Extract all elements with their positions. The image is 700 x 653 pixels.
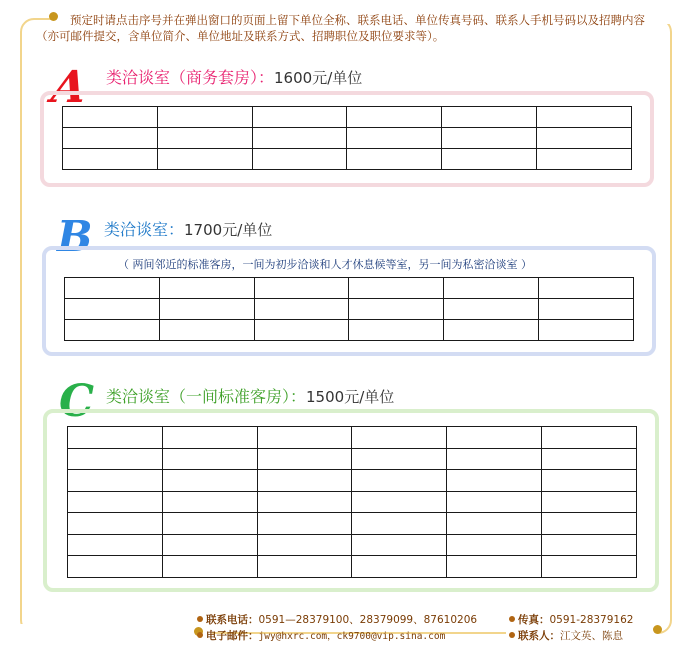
table-cell[interactable] xyxy=(162,491,257,513)
table-cell[interactable] xyxy=(254,320,349,341)
table-cell[interactable] xyxy=(539,320,634,341)
table-row xyxy=(63,107,632,128)
table-cell[interactable] xyxy=(447,448,542,470)
table-cell[interactable] xyxy=(68,534,163,556)
table-cell[interactable] xyxy=(447,513,542,535)
table-cell[interactable] xyxy=(347,128,442,149)
table-cell[interactable] xyxy=(157,107,252,128)
table-cell[interactable] xyxy=(257,448,352,470)
section-b-title xyxy=(104,217,272,240)
table-cell[interactable] xyxy=(257,427,352,449)
table-cell[interactable] xyxy=(537,128,632,149)
booking-notice xyxy=(36,12,648,44)
table-cell[interactable] xyxy=(254,278,349,299)
table-cell[interactable] xyxy=(68,470,163,492)
table-cell[interactable] xyxy=(542,448,637,470)
table-cell[interactable] xyxy=(442,128,537,149)
table-cell[interactable] xyxy=(447,556,542,578)
table-cell[interactable] xyxy=(447,427,542,449)
section-c-booking-table xyxy=(67,426,637,578)
table-cell[interactable] xyxy=(162,513,257,535)
table-cell[interactable] xyxy=(162,427,257,449)
bullet-icon xyxy=(197,616,203,622)
frame-corner-dot-bottom-right xyxy=(653,625,662,634)
table-cell[interactable] xyxy=(352,556,447,578)
table-row xyxy=(68,556,637,578)
table-cell[interactable] xyxy=(257,513,352,535)
notice-text: 预定时请点击序号并在弹出窗口的页面上留下单位全称、联系电话、单位传真号码、联系人手机号码以及招聘内容（亦可邮件提交，含单位简介、单位地址及联系方式、招聘职位及职位要求等）。 xyxy=(36,13,645,43)
table-cell[interactable] xyxy=(162,470,257,492)
table-cell[interactable] xyxy=(542,427,637,449)
table-cell[interactable] xyxy=(349,299,444,320)
bullet-icon xyxy=(509,616,515,622)
bullet-icon xyxy=(509,632,515,638)
table-cell[interactable] xyxy=(352,491,447,513)
section-a-letter-logo: A xyxy=(48,62,90,113)
table-row xyxy=(65,320,634,341)
section-b-booking-table xyxy=(64,277,634,341)
table-cell[interactable] xyxy=(539,299,634,320)
section-a-price: 1600元/单位 xyxy=(274,69,363,87)
table-row xyxy=(68,470,637,492)
table-cell[interactable] xyxy=(352,427,447,449)
table-cell[interactable] xyxy=(68,556,163,578)
table-row xyxy=(68,427,637,449)
footer-contact: 联系人：江文英、陈息 xyxy=(509,628,623,643)
table-cell[interactable] xyxy=(65,278,160,299)
table-cell[interactable] xyxy=(65,320,160,341)
section-b-description: （ 两间邻近的标准客房，一间为初步洽谈和人才休息候等室，另一间为私密洽谈室 ） xyxy=(118,258,532,271)
table-cell[interactable] xyxy=(542,470,637,492)
table-cell[interactable] xyxy=(542,534,637,556)
table-cell[interactable] xyxy=(162,448,257,470)
table-cell[interactable] xyxy=(157,128,252,149)
table-cell[interactable] xyxy=(162,556,257,578)
table-row xyxy=(63,149,632,170)
section-a-label: 类洽谈室（商务套房）： xyxy=(106,68,275,87)
table-cell[interactable] xyxy=(63,128,158,149)
section-c-title xyxy=(106,384,394,407)
table-cell[interactable] xyxy=(444,299,539,320)
section-c-label: 类洽谈室（一间标准客房）： xyxy=(106,387,307,406)
table-cell[interactable] xyxy=(252,149,347,170)
table-cell[interactable] xyxy=(352,534,447,556)
table-cell[interactable] xyxy=(352,448,447,470)
section-a-booking-table xyxy=(62,106,632,170)
section-b-letter-logo: B xyxy=(57,212,93,261)
table-cell[interactable] xyxy=(352,513,447,535)
table-cell[interactable] xyxy=(157,149,252,170)
table-cell[interactable] xyxy=(537,149,632,170)
table-cell[interactable] xyxy=(539,278,634,299)
section-c-price: 1500元/单位 xyxy=(306,388,395,406)
section-b-label: 类洽谈室： xyxy=(104,220,185,239)
table-cell[interactable] xyxy=(447,491,542,513)
table-cell[interactable] xyxy=(444,278,539,299)
table-cell[interactable] xyxy=(347,107,442,128)
section-b-price: 1700元/单位 xyxy=(184,221,273,239)
table-cell[interactable] xyxy=(447,534,542,556)
table-row xyxy=(68,534,637,556)
table-cell[interactable] xyxy=(68,513,163,535)
section-c-letter-logo: C xyxy=(59,376,95,427)
table-cell[interactable] xyxy=(68,491,163,513)
table-cell[interactable] xyxy=(447,470,542,492)
table-row xyxy=(68,491,637,513)
table-cell[interactable] xyxy=(63,149,158,170)
table-row xyxy=(63,128,632,149)
table-cell[interactable] xyxy=(537,107,632,128)
table-cell[interactable] xyxy=(252,107,347,128)
table-cell[interactable] xyxy=(68,427,163,449)
table-cell[interactable] xyxy=(257,556,352,578)
table-cell[interactable] xyxy=(63,107,158,128)
table-cell[interactable] xyxy=(159,278,254,299)
table-cell[interactable] xyxy=(252,128,347,149)
footer-email: 电子邮件：jwy@hxrc.com，ck9700@vip.sina.com xyxy=(197,628,445,643)
table-cell[interactable] xyxy=(444,320,539,341)
table-cell[interactable] xyxy=(349,320,444,341)
bullet-icon xyxy=(197,632,203,638)
table-cell[interactable] xyxy=(257,491,352,513)
table-row xyxy=(68,513,637,535)
table-cell[interactable] xyxy=(68,448,163,470)
table-cell[interactable] xyxy=(159,320,254,341)
table-cell[interactable] xyxy=(542,513,637,535)
footer-fax: 传真：0591-28379162 xyxy=(509,612,633,627)
table-row xyxy=(65,278,634,299)
table-cell[interactable] xyxy=(254,299,349,320)
table-cell[interactable] xyxy=(542,556,637,578)
table-cell[interactable] xyxy=(442,149,537,170)
table-cell[interactable] xyxy=(162,534,257,556)
table-cell[interactable] xyxy=(257,534,352,556)
table-cell[interactable] xyxy=(542,491,637,513)
table-cell[interactable] xyxy=(347,149,442,170)
table-cell[interactable] xyxy=(159,299,254,320)
table-row xyxy=(68,448,637,470)
table-cell[interactable] xyxy=(352,470,447,492)
section-a-title xyxy=(106,65,362,88)
table-cell[interactable] xyxy=(65,299,160,320)
table-cell[interactable] xyxy=(349,278,444,299)
table-row xyxy=(65,299,634,320)
footer-phone: 联系电话：0591—28379100、28379099、87610206 xyxy=(197,612,477,627)
table-cell[interactable] xyxy=(257,470,352,492)
table-cell[interactable] xyxy=(442,107,537,128)
email-link[interactable]: jwy@hxrc.com，ck9700@vip.sina.com xyxy=(258,631,446,642)
